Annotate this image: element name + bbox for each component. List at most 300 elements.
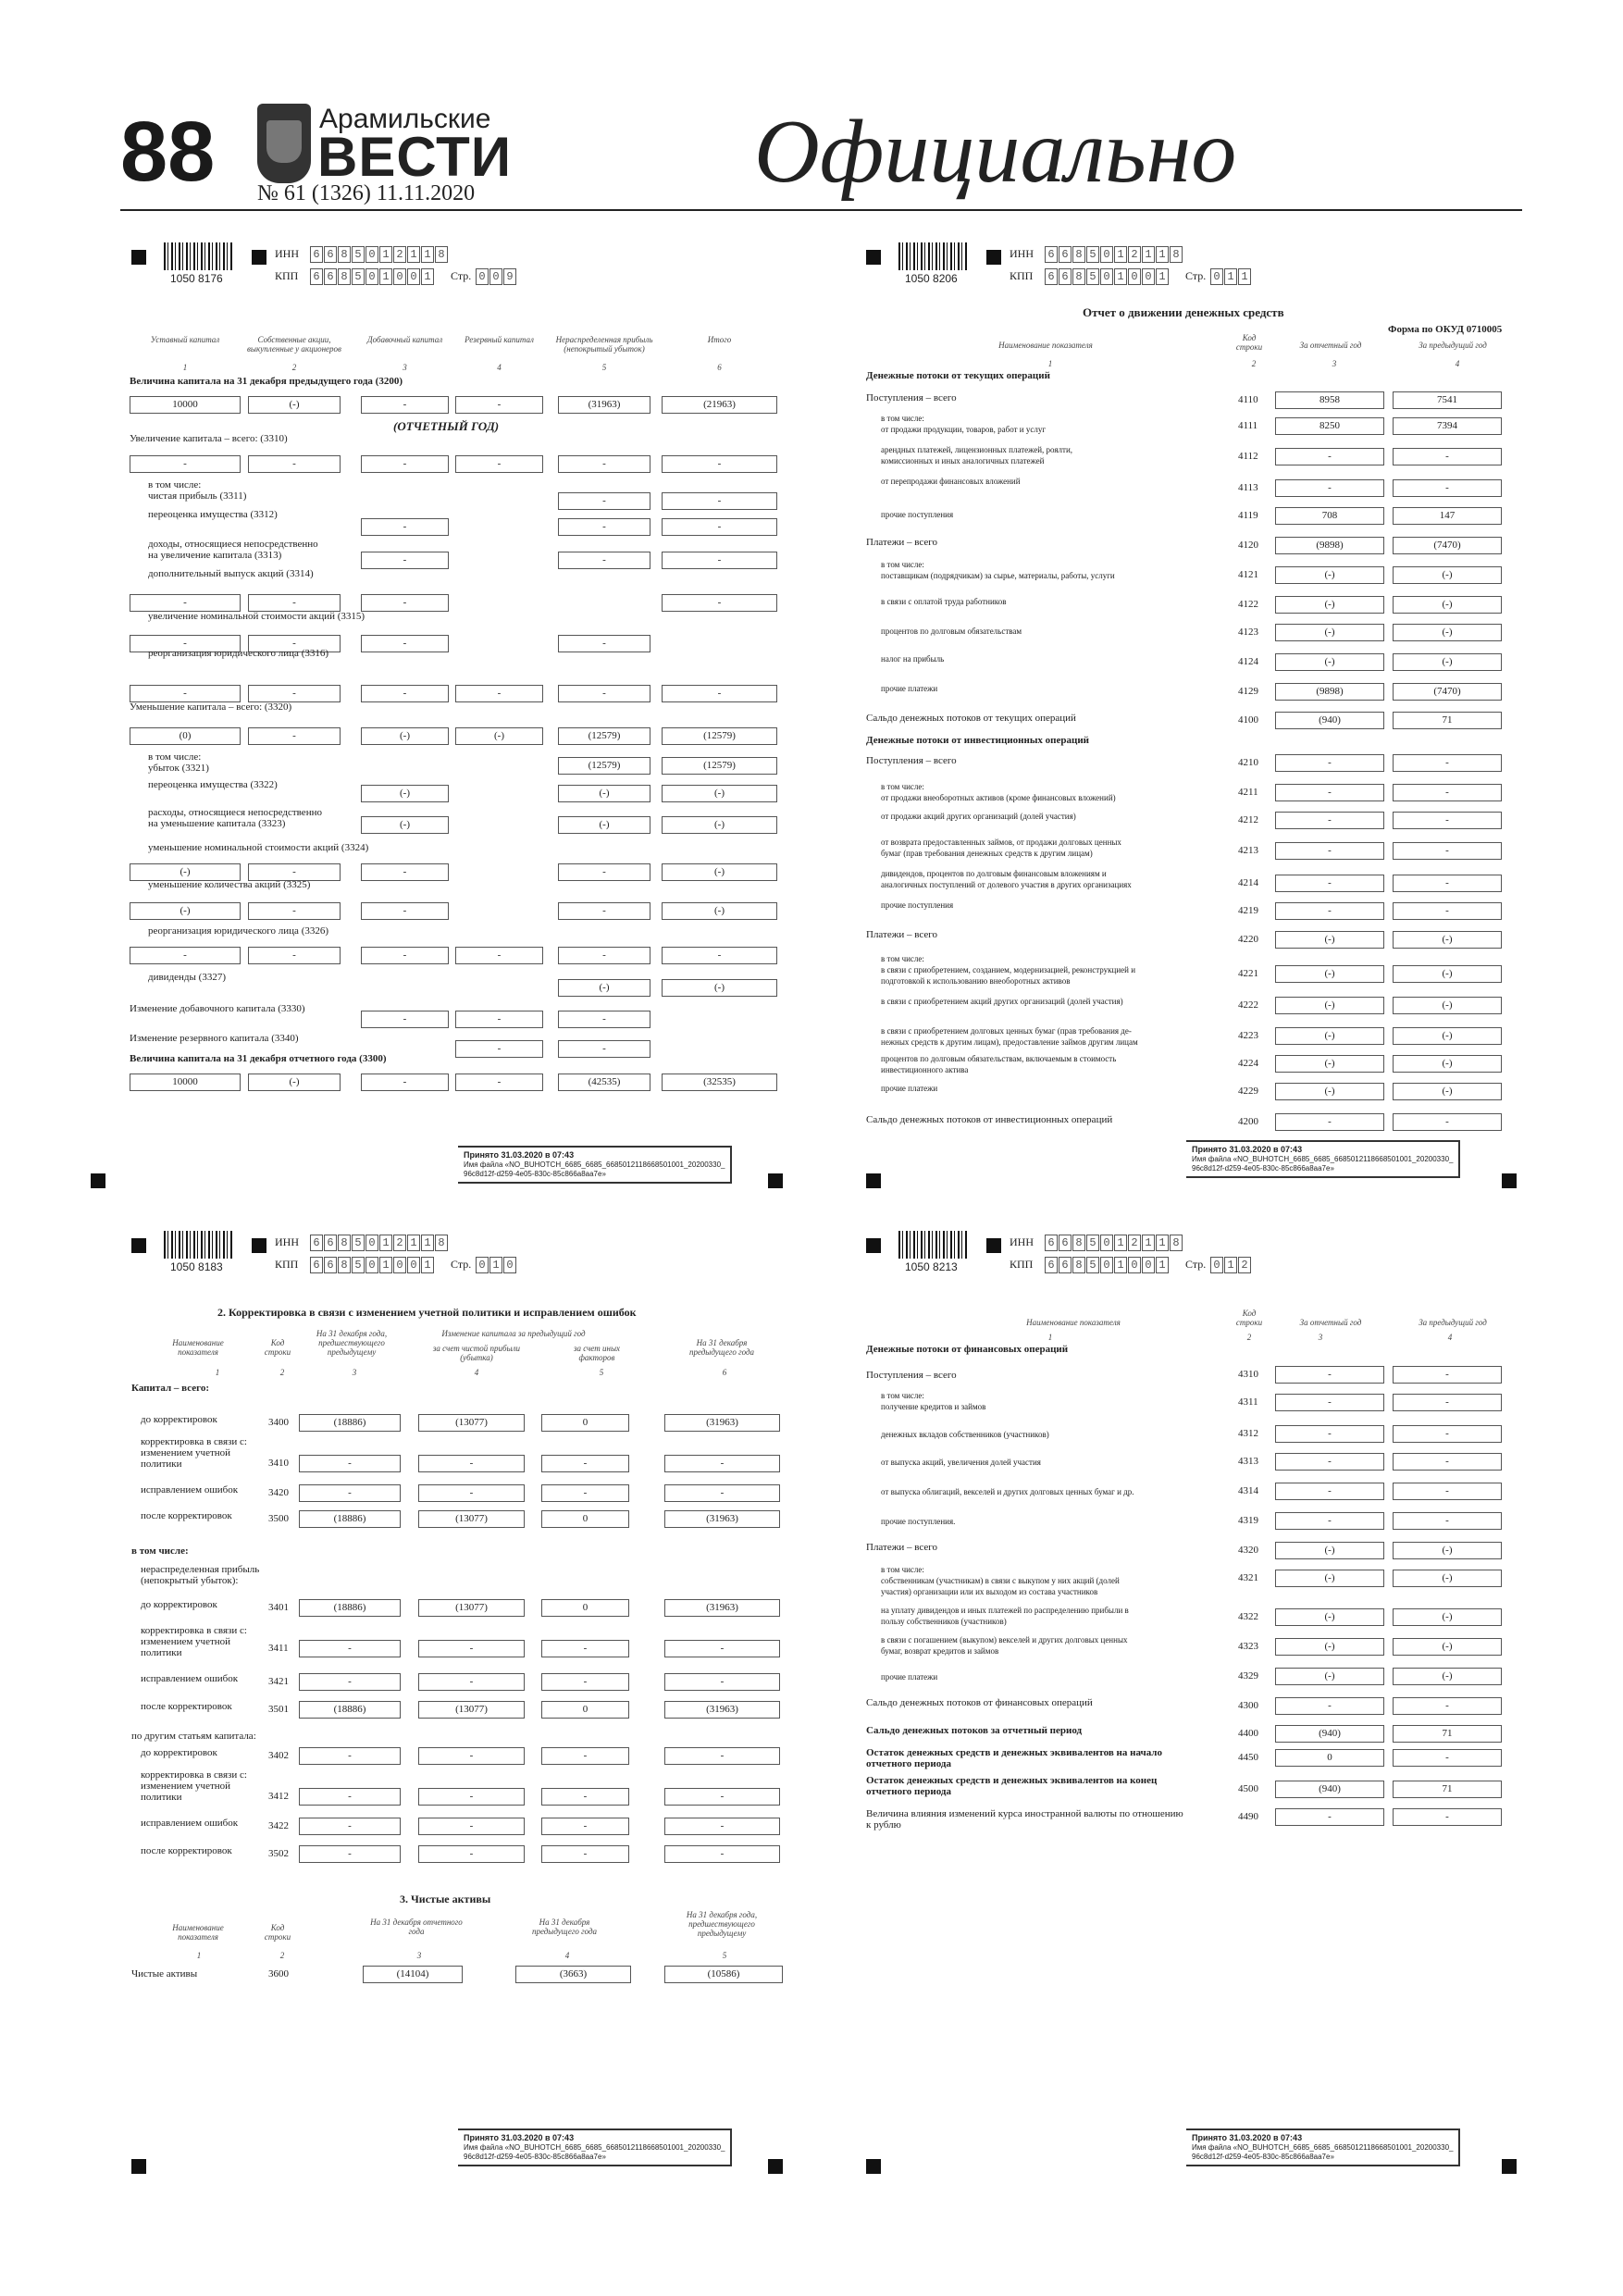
table-cell: - — [558, 518, 650, 536]
row-label: прочие платежи — [881, 1084, 938, 1093]
column-header: Изменение капитала за предыдущий год — [441, 1329, 586, 1338]
row-label: Денежные потоки от текущих операций — [866, 370, 1050, 381]
kpp-digits: 6 6 8 5 0 1 0 0 1 — [1045, 1257, 1170, 1273]
inn-label: ИНН — [1010, 247, 1034, 260]
table-cell: - — [361, 635, 449, 652]
table-cell: - — [541, 1747, 629, 1765]
row-code: 4310 — [1238, 1369, 1258, 1380]
table-cell: (31963) — [664, 1701, 780, 1719]
table-cell: - — [664, 1818, 780, 1835]
corner-marker — [1502, 1173, 1517, 1188]
kpp-digits: 6 6 8 5 0 1 0 0 1 — [310, 268, 435, 285]
table-cell: (12579) — [558, 757, 650, 775]
column-header: Код строки — [1235, 333, 1263, 352]
row-label: Величина капитала на 31 декабря предыдущего года (3200) — [130, 376, 403, 387]
row-code: 4219 — [1238, 905, 1258, 916]
column-header: За предыдущий год — [1419, 1318, 1487, 1327]
corner-marker — [866, 1238, 881, 1253]
row-code: 4124 — [1238, 656, 1258, 667]
corner-marker — [1502, 2159, 1517, 2174]
page-digits: 0 1 2 — [1210, 1257, 1252, 1273]
row-label: в том числе: поставщикам (подрядчикам) за сырье, материалы, работы, услуги — [881, 560, 1115, 580]
table-cell: (12579) — [662, 757, 777, 775]
row-label: в том числе: получение кредитов и займов — [881, 1391, 986, 1411]
table-cell: (-) — [1393, 1083, 1502, 1100]
column-number: 5 — [599, 1368, 604, 1377]
table-cell: - — [299, 1640, 401, 1657]
row-label: Остаток денежных средств и денежных эквивалентов на конец отчетного периода — [866, 1775, 1158, 1797]
column-header: Нераспределенная прибыль (непокрытый убыток) — [555, 335, 653, 354]
row-code: 4322 — [1238, 1611, 1258, 1622]
table-cell: 0 — [541, 1701, 629, 1719]
table-cell: 147 — [1393, 507, 1502, 525]
column-number: 5 — [722, 1951, 727, 1960]
table-cell: - — [299, 1673, 401, 1691]
table-cell: (-) — [662, 785, 777, 802]
table-cell: - — [1275, 784, 1384, 801]
row-code: 4214 — [1238, 877, 1258, 888]
table-cell: (-) — [1275, 596, 1384, 614]
table-cell: - — [248, 594, 341, 612]
table-cell: - — [418, 1845, 525, 1863]
column-number: 2 — [291, 363, 297, 372]
row-label: после корректировок — [141, 1510, 232, 1521]
table-cell: - — [558, 863, 650, 881]
column-header: На 31 декабря года, предшествующего предыдущему — [316, 1329, 388, 1357]
row-code: 3402 — [268, 1750, 289, 1761]
section-title: 3. Чистые активы — [400, 1893, 491, 1905]
brand-big: ВЕСТИ — [317, 126, 512, 188]
table-cell: 10000 — [130, 396, 241, 414]
table-cell: (10586) — [664, 1966, 783, 1983]
row-label: Платежи – всего — [866, 1542, 937, 1553]
row-label: дополнительный выпуск акций (3314) — [148, 568, 314, 579]
column-header: За отчетный год — [1299, 341, 1362, 350]
table-cell: - — [664, 1747, 780, 1765]
table-cell: (-) — [1393, 566, 1502, 584]
corner-marker — [91, 1173, 105, 1188]
coat-of-arms-icon — [257, 104, 311, 183]
table-cell: - — [130, 455, 241, 473]
row-code: 4490 — [1238, 1811, 1258, 1822]
table-cell: (32535) — [662, 1074, 777, 1091]
row-code: 4500 — [1238, 1783, 1258, 1794]
column-number: 3 — [416, 1951, 422, 1960]
table-cell: - — [662, 685, 777, 702]
table-cell: - — [541, 1818, 629, 1835]
table-cell: (13077) — [418, 1599, 525, 1617]
table-cell: - — [455, 1074, 543, 1091]
row-label: Платежи – всего — [866, 929, 937, 940]
header-divider — [120, 209, 1522, 211]
table-cell: - — [1275, 812, 1384, 829]
column-number: 5 — [601, 363, 607, 372]
row-code: 3422 — [268, 1820, 289, 1831]
column-number: 1 — [215, 1368, 220, 1377]
row-label: реорганизация юридического лица (3316) — [148, 648, 329, 659]
acceptance-stamp: Принято 31.03.2020 в 07:43 Имя файла «NO_BUHOTCH_6685_6685_6685012118668501001_20200330_ 96c8d12f-d259-4e05-830c-85c866a8aa7e» — [458, 2128, 732, 2166]
table-cell: - — [361, 1074, 449, 1091]
table-cell: - — [1275, 842, 1384, 860]
row-code: 4224 — [1238, 1058, 1258, 1069]
table-cell: - — [541, 1845, 629, 1863]
row-label: Сальдо денежных потоков за отчетный период — [866, 1725, 1083, 1736]
corner-marker — [986, 250, 1001, 265]
table-cell: - — [1275, 1808, 1384, 1826]
row-code: 4110 — [1238, 394, 1258, 405]
table-cell: - — [1393, 1425, 1502, 1443]
column-header: На 31 декабря отчетного года — [370, 1917, 463, 1936]
table-cell: (18886) — [299, 1414, 401, 1432]
row-code: 3412 — [268, 1791, 289, 1802]
corner-marker — [768, 2159, 783, 2174]
section-title: Официально — [754, 102, 1237, 202]
row-label: Уменьшение капитала – всего: (3320) — [130, 701, 292, 713]
kpp-digits: 6 6 8 5 0 1 0 0 1 — [1045, 268, 1170, 285]
table-cell: - — [361, 685, 449, 702]
column-number: 3 — [403, 363, 407, 372]
table-cell: (-) — [1275, 1027, 1384, 1045]
table-cell: - — [361, 863, 449, 881]
table-cell: - — [664, 1455, 780, 1472]
column-number: 4 — [474, 1368, 479, 1377]
barcode-number: 1050 8206 — [905, 272, 958, 285]
acceptance-stamp: Принято 31.03.2020 в 07:43 Имя файла «NO_BUHOTCH_6685_6685_6685012118668501001_20200330_ 96c8d12f-d259-4e05-830c-85c866a8aa7e» — [1186, 2128, 1460, 2166]
kpp-label: КПП — [1010, 269, 1034, 282]
row-label: процентов по долговым обязательствам, включаемым в стоимость инвестиционного актива — [881, 1054, 1117, 1074]
table-cell: (940) — [1275, 1725, 1384, 1743]
column-number: 4 — [1455, 359, 1460, 368]
column-header: Итого — [707, 335, 732, 344]
kpp-label: КПП — [275, 1258, 299, 1271]
row-label: корректировка в связи с: изменением учетной политики — [141, 1769, 247, 1803]
table-cell: (12579) — [662, 727, 777, 745]
table-cell: (14104) — [363, 1966, 463, 1983]
table-cell: (7470) — [1393, 537, 1502, 554]
column-number: 2 — [279, 1951, 285, 1960]
column-header: Уставный капитал — [150, 335, 220, 344]
row-label: Капитал – всего: — [131, 1383, 210, 1394]
table-cell: (-) — [1275, 1668, 1384, 1685]
table-cell: - — [1275, 875, 1384, 892]
row-code: 4112 — [1238, 451, 1258, 462]
page-label: Стр. — [451, 1258, 472, 1271]
table-cell: - — [664, 1845, 780, 1863]
row-label: Изменение добавочного капитала (3330) — [130, 1003, 305, 1014]
table-cell: - — [558, 1011, 650, 1028]
table-cell: (-) — [1393, 596, 1502, 614]
table-cell: (-) — [558, 979, 650, 997]
row-code: 4221 — [1238, 968, 1258, 979]
row-code: 4121 — [1238, 569, 1258, 580]
row-label: (ОТЧЕТНЫЙ ГОД) — [393, 419, 500, 433]
row-code: 4210 — [1238, 757, 1258, 768]
table-cell: (-) — [558, 816, 650, 834]
inn-digits: 6 6 8 5 0 1 2 1 1 8 — [310, 246, 449, 263]
table-cell: 8250 — [1275, 417, 1384, 435]
table-cell: (3663) — [515, 1966, 631, 1983]
table-cell: - — [130, 635, 241, 652]
column-number: 1 — [196, 1951, 202, 1960]
table-cell: - — [361, 947, 449, 964]
table-cell: - — [248, 685, 341, 702]
row-label: исправлением ошибок — [141, 1484, 239, 1496]
column-number: 1 — [1047, 359, 1053, 368]
corner-marker — [252, 1238, 266, 1253]
row-label: Платежи – всего — [866, 537, 937, 548]
table-cell: - — [248, 455, 341, 473]
row-code: 4120 — [1238, 540, 1258, 551]
column-number: 4 — [497, 363, 502, 372]
row-label: доходы, относящиеся непосредственно на увеличение капитала (3313) — [148, 539, 318, 561]
corner-marker — [131, 1238, 146, 1253]
row-label: в том числе: от продажи продукции, товаров, работ и услуг — [881, 414, 1047, 434]
table-cell: (-) — [1275, 624, 1384, 641]
row-code: 4223 — [1238, 1030, 1258, 1041]
inn-digits: 6 6 8 5 0 1 2 1 1 8 — [1045, 246, 1183, 263]
row-code: 4319 — [1238, 1515, 1258, 1526]
table-cell: (-) — [1393, 1638, 1502, 1656]
column-number: 6 — [717, 363, 722, 372]
table-cell: (-) — [1393, 965, 1502, 983]
table-cell: (9898) — [1275, 537, 1384, 554]
row-label: от продажи акций других организаций (долей участия) — [881, 812, 1076, 821]
table-cell: - — [541, 1640, 629, 1657]
inn-label: ИНН — [275, 1235, 299, 1248]
row-label: уменьшение номинальной стоимости акций (3324) — [148, 842, 369, 853]
row-label: уменьшение количества акций (3325) — [148, 879, 311, 890]
corner-marker — [866, 250, 881, 265]
barcode-icon — [898, 242, 969, 270]
column-number: 3 — [352, 1368, 357, 1377]
table-cell: - — [1393, 842, 1502, 860]
row-code: 4211 — [1238, 787, 1258, 798]
corner-marker — [866, 1173, 881, 1188]
row-code: 3600 — [268, 1968, 289, 1980]
table-cell: (-) — [662, 816, 777, 834]
row-code: 4111 — [1238, 420, 1258, 431]
table-cell: - — [664, 1788, 780, 1806]
row-label: прочие поступления. — [881, 1517, 956, 1526]
table-cell: (31963) — [664, 1510, 780, 1528]
table-cell: (-) — [361, 785, 449, 802]
table-cell: - — [1275, 1453, 1384, 1471]
barcode-icon — [164, 242, 234, 270]
corner-marker — [131, 2159, 146, 2174]
row-label: от возврата предоставленных займов, от продажи долговых ценных бумаг (прав требования денежных средств к другим лицам) — [881, 838, 1121, 858]
table-cell: 8958 — [1275, 391, 1384, 409]
table-cell: - — [455, 455, 543, 473]
row-label: в том числе: чистая прибыль (3311) — [148, 479, 247, 502]
table-cell: (-) — [130, 863, 241, 881]
table-cell: 71 — [1393, 1725, 1502, 1743]
table-cell: - — [299, 1845, 401, 1863]
row-label: в том числе: от продажи внеоборотных активов (кроме финансовых вложений) — [881, 782, 1116, 802]
table-cell: (9898) — [1275, 683, 1384, 701]
table-cell: - — [361, 902, 449, 920]
table-cell: (-) — [1275, 1608, 1384, 1626]
column-number: 3 — [1332, 359, 1337, 368]
page-label: Стр. — [1185, 269, 1207, 282]
row-label: до корректировок — [141, 1599, 217, 1610]
table-cell: - — [662, 518, 777, 536]
table-cell: - — [662, 455, 777, 473]
table-cell: - — [299, 1818, 401, 1835]
table-cell: - — [361, 455, 449, 473]
row-label: прочие поступления — [881, 900, 954, 910]
row-code: 4212 — [1238, 814, 1258, 825]
row-code: 3410 — [268, 1458, 289, 1469]
table-cell: - — [1275, 448, 1384, 465]
column-header: На 31 декабря года, предшествующего предыдущему — [686, 1910, 758, 1938]
row-label: увеличение номинальной стоимости акций (3315) — [148, 611, 365, 622]
table-cell: (-) — [662, 979, 777, 997]
table-cell: - — [1393, 754, 1502, 772]
column-header: Добавочный капитал — [366, 335, 443, 344]
row-label: Поступления – всего — [866, 392, 957, 403]
row-code: 4222 — [1238, 999, 1258, 1011]
row-code: 3421 — [268, 1676, 289, 1687]
row-label: корректировка в связи с: изменением учетной политики — [141, 1436, 247, 1470]
page-number: 88 — [120, 105, 216, 199]
row-label: от перепродажи финансовых вложений — [881, 477, 1021, 486]
row-label: Изменение резервного капитала (3340) — [130, 1033, 299, 1044]
sub-header: за счет чистой прибыли (убытка) — [432, 1344, 521, 1362]
table-cell: - — [299, 1747, 401, 1765]
row-code: 4122 — [1238, 599, 1258, 610]
table-cell: (31963) — [664, 1599, 780, 1617]
table-cell: - — [1393, 1453, 1502, 1471]
row-label: Сальдо денежных потоков от текущих операций — [866, 713, 1076, 724]
row-label: нераспределенная прибыль (непокрытый убыток): — [141, 1564, 260, 1586]
table-cell: - — [248, 635, 341, 652]
table-cell: - — [455, 1040, 543, 1058]
row-code: 3401 — [268, 1602, 289, 1613]
row-label: Сальдо денежных потоков от инвестиционных операций — [866, 1114, 1113, 1125]
row-label: в связи с приобретением акций других организаций (долей участия) — [881, 997, 1123, 1006]
table-cell: - — [662, 594, 777, 612]
table-cell: - — [1275, 902, 1384, 920]
row-label: корректировка в связи с: изменением учетной политики — [141, 1625, 247, 1658]
table-cell: - — [455, 1011, 543, 1028]
table-cell: - — [418, 1455, 525, 1472]
row-label: Денежные потоки от финансовых операций — [866, 1344, 1069, 1355]
table-cell: - — [662, 552, 777, 569]
page-label: Стр. — [1185, 1258, 1207, 1271]
table-cell: (-) — [1275, 965, 1384, 983]
table-cell: (13077) — [418, 1701, 525, 1719]
table-cell: - — [299, 1788, 401, 1806]
table-cell: - — [1393, 1697, 1502, 1715]
table-cell: (21963) — [662, 396, 777, 414]
column-header: Резервный капитал — [465, 335, 534, 344]
inn-label: ИНН — [1010, 1235, 1034, 1248]
row-label: реорганизация юридического лица (3326) — [148, 925, 329, 937]
row-label: арендных платежей, лицензионных платежей, роялти, комиссионных и иных аналогичных платежей — [881, 445, 1073, 465]
table-cell: (940) — [1275, 1781, 1384, 1798]
column-header: За отчетный год — [1299, 1318, 1362, 1327]
table-cell: - — [541, 1673, 629, 1691]
row-label: в том числе: собственникам (участникам) в связи с выкупом у них акций (долей участия) организации или их выходом из состава участников — [881, 1565, 1120, 1596]
table-cell: - — [1275, 754, 1384, 772]
table-cell: (42535) — [558, 1074, 650, 1091]
row-label: Остаток денежных средств и денежных эквивалентов на начало отчетного периода — [866, 1747, 1162, 1769]
table-cell: (18886) — [299, 1510, 401, 1528]
table-cell: (-) — [455, 727, 543, 745]
row-label: Величина влияния изменений курса иностранной валюты по отношению к рублю — [866, 1808, 1183, 1831]
table-cell: - — [664, 1484, 780, 1502]
row-label: прочие платежи — [881, 684, 938, 693]
row-code: 4119 — [1238, 510, 1258, 521]
table-cell: (18886) — [299, 1599, 401, 1617]
row-label: исправлением ошибок — [141, 1818, 239, 1829]
row-code: 3400 — [268, 1417, 289, 1428]
row-code: 4450 — [1238, 1752, 1258, 1763]
row-label: от выпуска облигаций, векселей и других долговых ценных бумаг и др. — [881, 1487, 1134, 1496]
table-cell: - — [418, 1673, 525, 1691]
table-cell: (-) — [1393, 653, 1502, 671]
row-code: 4200 — [1238, 1116, 1258, 1127]
column-header: Собственные акции, выкупленные у акционеров — [247, 335, 341, 354]
acceptance-stamp: Принято 31.03.2020 в 07:43 Имя файла «NO_BUHOTCH_6685_6685_6685012118668501001_20200330_ 96c8d12f-d259-4e05-830c-85c866a8aa7e» — [1186, 1140, 1460, 1178]
column-number: 2 — [1246, 1333, 1252, 1342]
column-number: 3 — [1318, 1333, 1323, 1342]
issue-number: № 61 (1326) 11.11.2020 — [257, 181, 476, 205]
table-cell: (31963) — [558, 396, 650, 414]
row-code: 4321 — [1238, 1572, 1258, 1583]
table-cell: 10000 — [130, 1074, 241, 1091]
row-label: после корректировок — [141, 1845, 232, 1856]
table-cell: - — [361, 594, 449, 612]
table-cell: (-) — [558, 785, 650, 802]
table-cell: - — [558, 1040, 650, 1058]
row-label: прочие платежи — [881, 1672, 938, 1682]
table-cell: (7470) — [1393, 683, 1502, 701]
report-title: Отчет о движении денежных средств — [1083, 305, 1284, 319]
table-cell: - — [541, 1484, 629, 1502]
row-code: 3500 — [268, 1513, 289, 1524]
table-cell: - — [1275, 1512, 1384, 1530]
table-cell: - — [558, 552, 650, 569]
column-header: Код строки — [264, 1923, 291, 1942]
table-cell: 71 — [1393, 712, 1502, 729]
column-number: 1 — [1047, 1333, 1053, 1342]
kpp-label: КПП — [1010, 1258, 1034, 1271]
column-number: 4 — [564, 1951, 570, 1960]
table-cell: - — [1275, 479, 1384, 497]
table-cell: - — [1393, 1366, 1502, 1384]
row-code: 4213 — [1238, 845, 1258, 856]
column-header: На 31 декабря предыдущего года — [688, 1338, 755, 1357]
row-label: переоценка имущества (3322) — [148, 779, 278, 790]
column-number: 6 — [722, 1368, 727, 1377]
table-cell: - — [664, 1640, 780, 1657]
table-cell: - — [1393, 784, 1502, 801]
inn-label: ИНН — [275, 247, 299, 260]
barcode-icon — [164, 1231, 234, 1259]
row-label: переоценка имущества (3312) — [148, 509, 278, 520]
row-code: 4400 — [1238, 1728, 1258, 1739]
row-label: процентов по долговым обязательствам — [881, 627, 1022, 636]
barcode-number: 1050 8183 — [170, 1260, 223, 1273]
table-cell: - — [558, 455, 650, 473]
table-cell: - — [248, 902, 341, 920]
table-cell: 708 — [1275, 507, 1384, 525]
row-code: 4329 — [1238, 1670, 1258, 1682]
table-cell: - — [361, 1011, 449, 1028]
table-cell: - — [455, 396, 543, 414]
column-number: 1 — [182, 363, 188, 372]
